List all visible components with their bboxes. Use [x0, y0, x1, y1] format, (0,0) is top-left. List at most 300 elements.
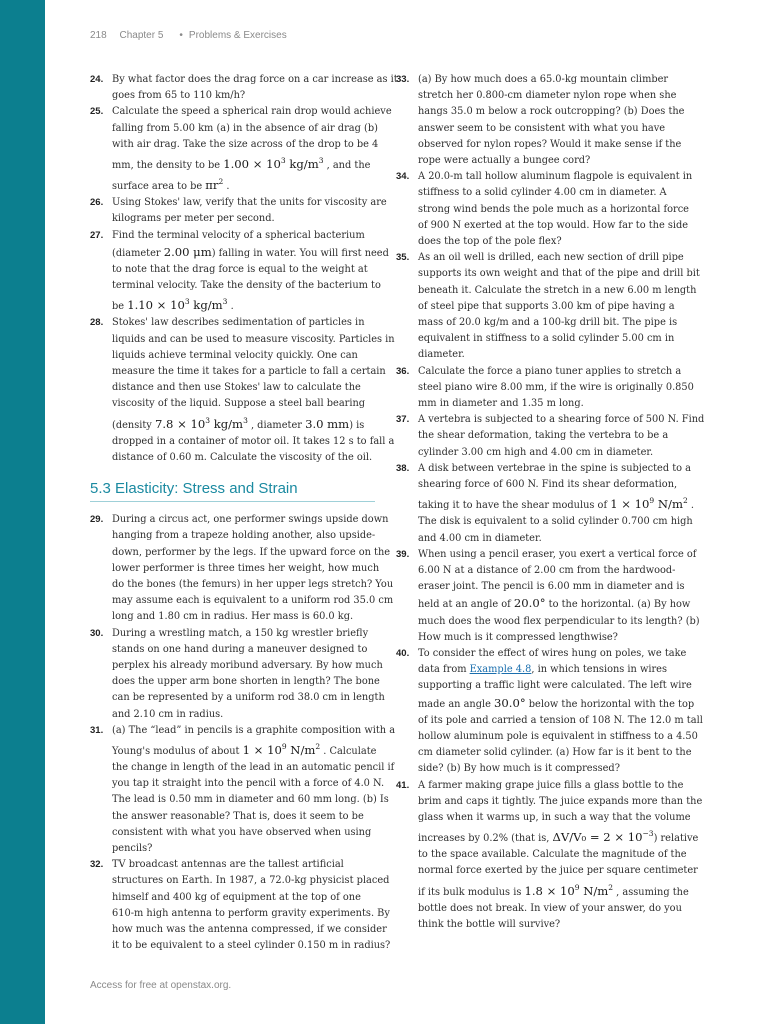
text-run: does the top of the pole flex?: [418, 236, 562, 248]
text-line: [418, 863, 698, 879]
chapter-label: Chapter 5: [119, 30, 164, 41]
math-expression: [243, 743, 287, 757]
text-run: shearing force of 600 N. Find its shear deformation,: [418, 479, 678, 491]
text-line: [112, 380, 375, 396]
exercise-item: [396, 778, 703, 934]
text-line: [112, 332, 395, 348]
text-line: [418, 72, 686, 88]
exercise-number: 40.: [396, 647, 410, 659]
math-superscript: 9: [574, 882, 580, 892]
text-line: [418, 678, 692, 694]
text-line: [418, 477, 686, 493]
text-run: As an oil well is drilled, each new section of drill pipe: [418, 252, 684, 264]
math-base: kg/m: [210, 416, 244, 431]
exercise-text: [112, 512, 394, 625]
math-superscript: 9: [281, 741, 287, 751]
text-run: stiffness to a solid cylinder 4.00 cm in diameter. A: [418, 187, 667, 199]
text-line: [418, 662, 686, 678]
text-run: kilograms per meter per second.: [112, 213, 275, 225]
text-line: [418, 121, 686, 137]
text-run: answer seem to be consistent with what you have: [418, 122, 666, 134]
text-line: [112, 642, 375, 658]
text-run: hangs 35.0 m below a rock outcropping? (b) Does the: [418, 106, 685, 118]
text-run: To consider the effect of wires hung on poles, we take: [418, 647, 687, 659]
text-line: [112, 228, 375, 244]
math-base: ΔV/V: [552, 830, 582, 845]
math-base: 1.10 × 10: [127, 298, 185, 313]
text-run: During a wrestling match, a 150 kg wrestler briefly: [112, 627, 369, 639]
text-run: distance and then use Stokes' law to calculate the: [112, 382, 361, 394]
math-base: N/m: [579, 883, 609, 898]
text-run: bottle does not break. In view of your answer, do you: [418, 902, 682, 914]
text-line: [112, 262, 375, 278]
math-superscript: 3: [243, 415, 248, 425]
exercise-item: [90, 195, 387, 227]
text-line: [418, 794, 703, 810]
text-line: [112, 658, 383, 674]
text-line: [112, 760, 395, 776]
text-run: 6.00 N at a distance of 2.00 cm from the hardwood-: [418, 564, 676, 576]
text-run: you tap it straight into the pencil with a force of 4.0 N.: [112, 778, 385, 790]
exercise-number: 28.: [90, 317, 104, 329]
text-line: [112, 906, 390, 922]
exercise-text: [418, 461, 694, 547]
text-line: [418, 579, 686, 595]
text-line: [112, 707, 375, 723]
text-run: viscosity of the liquid. Suppose a steel ball bearing: [112, 398, 366, 410]
text-run: to the space available. Calculate the magnitude of the: [418, 849, 687, 861]
text-line: [112, 88, 375, 104]
exercise-item: [90, 104, 392, 195]
text-run: , and the: [323, 159, 371, 171]
text-line: [418, 514, 693, 530]
text-run: stands on one hand during a maneuver designed to: [112, 643, 368, 655]
text-run: observed for nylon ropes? Would it make sense if the: [418, 138, 682, 150]
text-line: [418, 646, 686, 662]
exercise-text: [112, 104, 392, 195]
exercise-text: [418, 364, 694, 413]
exercise-item: [90, 512, 394, 625]
exercise-number: 30.: [90, 627, 104, 639]
math-base: = 2 × 10: [586, 830, 643, 845]
text-line: [418, 428, 686, 444]
text-run: Using Stokes' law, verify that the units for viscosity are: [112, 197, 387, 209]
text-run: with air drag. Take the size across of the drop to be 4: [112, 138, 379, 150]
text-run: side? (b) By how much is it compressed?: [418, 763, 620, 775]
text-run: normal force exerted by the juice per square centimeter: [418, 865, 698, 877]
text-run: increases by 0.2% (that is,: [418, 833, 553, 845]
math-base: kg/m: [189, 298, 223, 313]
text-line: [418, 153, 686, 169]
text-run: (density: [112, 419, 155, 431]
text-run: When using a pencil eraser, you exert a vertical force of: [418, 548, 697, 560]
text-run: Young's modulus of about: [112, 745, 243, 757]
text-line: [112, 174, 375, 195]
text-run: ) relative: [653, 833, 699, 845]
text-line: [112, 609, 375, 625]
text-run: data from: [418, 664, 470, 676]
text-run: the answer reasonable? That is, does it seem to be: [112, 810, 364, 822]
exercise-number: 38.: [396, 462, 410, 474]
text-line: [418, 493, 694, 514]
exercise-text: [112, 857, 391, 954]
text-line: [418, 185, 686, 201]
text-run: steel piano wire 8.00 mm, if the wire is originally 0.850: [418, 381, 694, 393]
text-run: if its bulk modulus is: [418, 886, 525, 898]
text-line: [112, 72, 398, 88]
text-run: cm diameter solid cylinder. (a) How far is it bent to the: [418, 747, 692, 759]
text-run: A disk between vertebrae in the spine is subjected to a: [418, 462, 692, 474]
text-line: [112, 857, 375, 873]
text-run: be: [112, 301, 128, 313]
text-run: the shear deformation, taking the vertebra to be a: [418, 430, 669, 442]
text-run: equivalent in stiffness to a solid cylinder 5.00 cm in: [418, 333, 675, 345]
text-line: [112, 153, 375, 174]
text-line: [418, 595, 691, 613]
math-expression: [155, 417, 210, 431]
math-expression: [580, 884, 614, 898]
text-run: A 20.0-m tall hollow aluminum flagpole is equivalent in: [418, 171, 693, 183]
text-run: 610-m high antenna to perform gravity experiments. By: [112, 907, 390, 919]
text-run: A vertebra is subjected to a shearing force of 500 N. Find: [418, 414, 705, 426]
text-run: dropped in a container of motor oil. It takes 12 s to fall a: [112, 435, 395, 447]
text-line: [418, 778, 686, 794]
math-expression: [494, 696, 526, 710]
text-run: distance of 0.60 m. Calculate the viscosity of the oil.: [112, 451, 373, 463]
exercise-number: 32.: [90, 859, 104, 871]
right-column: [396, 72, 705, 933]
math-expression: [305, 417, 349, 431]
text-line: [418, 315, 686, 331]
text-run: , in which tensions in wires: [531, 664, 668, 676]
text-line: [418, 250, 686, 266]
text-run: .: [687, 500, 694, 512]
math-expression: [553, 830, 582, 844]
text-run: (a) By how much does a 65.0-kg mountain climber: [418, 74, 669, 85]
math-expression: [127, 298, 189, 312]
exercise-item: [90, 315, 395, 466]
text-run: long and 1.80 cm in radius. Her mass is 60.0 kg.: [112, 611, 354, 623]
text-run: .: [227, 301, 234, 313]
text-line: [418, 380, 694, 396]
text-line: [112, 315, 375, 331]
text-line: [112, 348, 375, 364]
text-line: [418, 826, 699, 847]
text-run: ) is: [349, 419, 365, 431]
text-run: By what factor does the drag force on a car increase as it: [112, 74, 398, 85]
exercise-text: [418, 72, 686, 169]
math-superscript: 3: [222, 297, 228, 307]
text-run: and 4.00 cm in diameter.: [418, 532, 542, 544]
header-separator: •: [179, 30, 183, 41]
text-run: brim and caps it tightly. The juice expands more than the: [418, 795, 703, 807]
text-line: [418, 847, 686, 863]
exercise-number: 33.: [396, 74, 410, 85]
text-line: [418, 202, 689, 218]
math-base: πr: [205, 177, 219, 192]
text-run: (a) The “lead” in pencils is a graphite composition with a: [112, 724, 396, 736]
exercise-item: [396, 250, 700, 363]
text-line: [112, 674, 380, 690]
exercise-item: [396, 72, 686, 169]
math-base: 2.00 μm: [163, 244, 212, 259]
text-run: lower performer is three times her weight, how much: [112, 562, 380, 574]
exercise-number: 29.: [90, 514, 104, 526]
exercise-text: [418, 250, 700, 363]
math-expression: [223, 157, 285, 171]
text-run: mm, the density to be: [112, 159, 224, 171]
text-line: [418, 364, 686, 380]
text-line: [112, 244, 389, 262]
text-line: [418, 745, 692, 761]
math-superscript: 3: [184, 297, 190, 307]
math-superscript: 2: [682, 496, 688, 506]
math-expression: [164, 245, 212, 259]
text-line: [418, 630, 686, 646]
text-run: A farmer making grape juice fills a glass bottle to the: [418, 779, 684, 791]
exercise-text: [112, 228, 389, 316]
exercise-number: 35.: [396, 252, 410, 264]
math-superscript: 3: [280, 156, 286, 166]
text-line: [418, 137, 686, 153]
math-expression: [524, 884, 579, 898]
math-base: N/m: [286, 742, 316, 757]
math-expression: [610, 497, 654, 511]
text-run: and 2.10 cm in radius.: [112, 708, 224, 720]
text-run: hollow aluminum pole is equivalent in stiffness to a 4.50: [418, 730, 698, 742]
text-run: ) falling in water. You will first need: [211, 247, 389, 259]
text-run: may assume each is equivalent to a uniform rod 35.0 cm: [112, 595, 394, 607]
exercise-item: [396, 364, 694, 413]
text-run: liquids achieve terminal velocity quickly. One can: [112, 349, 358, 361]
text-line: [418, 88, 686, 104]
text-line: [418, 396, 686, 412]
text-line: [418, 547, 697, 563]
text-line: [112, 396, 375, 412]
text-run: TV broadcast antennas are the tallest artificial: [112, 859, 344, 871]
math-base: 20.0°: [513, 596, 546, 611]
text-run: beneath it. Calculate the stretch in a new 6.00 m length: [418, 284, 697, 296]
exercise-text: [112, 315, 395, 466]
page-number: 218: [90, 30, 107, 41]
exercise-number: 27.: [90, 229, 104, 241]
text-run: During a circus act, one performer swings upside down: [112, 514, 389, 526]
text-run: does the upper arm bone shorten in length? The bone: [112, 676, 380, 688]
text-run: (diameter: [112, 247, 164, 259]
text-line: [418, 218, 689, 234]
text-line: [112, 938, 391, 954]
text-run: supporting a traffic light were calculated. The left wire: [418, 680, 692, 692]
exercise-item: [396, 412, 705, 461]
math-superscript: 3: [205, 415, 211, 425]
text-run: .: [223, 180, 230, 192]
math-expression: [210, 417, 248, 431]
text-run: think the bottle will survive?: [418, 918, 561, 930]
text-line: [112, 545, 391, 561]
text-run: made an angle: [418, 698, 495, 710]
exercise-number: 34.: [396, 171, 410, 183]
text-run: glass when it warms up, in such a way that the volume: [418, 812, 691, 823]
exercise-item: [396, 646, 703, 778]
math-base: 7.8 × 10: [154, 416, 206, 431]
text-run: of its pole and carried a tension of 108 N. The 12.0 m tall: [418, 714, 703, 726]
text-run: to the horizontal. (a) By how: [545, 599, 691, 611]
exercise-item: [396, 547, 700, 646]
text-line: [112, 413, 375, 434]
text-run: below the horizontal with the top: [525, 698, 695, 710]
text-line: [418, 299, 686, 315]
text-run: much does the wood flex perpendicular to its length? (b): [418, 615, 700, 627]
text-run: structures on Earth. In 1987, a 72.0-kg physicist placed: [112, 875, 390, 887]
text-run: hanging from a trapeze holding another, also upside-: [112, 530, 376, 542]
text-line: [112, 211, 375, 227]
text-line: [112, 294, 375, 315]
text-run: , diameter: [247, 419, 306, 431]
math-base: 1.8 × 10: [524, 883, 575, 898]
left-column: [90, 72, 398, 954]
problem-list-elasticity-continued: [396, 72, 705, 933]
text-run: surface area to be: [112, 180, 206, 192]
exercise-text: [418, 169, 693, 250]
exercise-item: [90, 723, 396, 857]
text-line: [112, 577, 394, 593]
text-line: [418, 461, 692, 477]
text-line: [418, 713, 703, 729]
exercise-text: [112, 626, 385, 723]
text-line: [418, 169, 693, 185]
text-run: do the bones (the femurs) in her upper legs stretch? You: [112, 578, 394, 590]
text-run: . Calculate: [320, 745, 377, 757]
text-line: [418, 347, 686, 363]
text-run: , assuming the: [613, 886, 689, 898]
text-run: supports its own weight and that of the pipe and drill bit: [418, 268, 700, 280]
text-run: taking it to have the shear modulus of: [418, 500, 611, 512]
exercise-item: [90, 228, 389, 316]
running-head: [90, 30, 287, 41]
text-run: Find the terminal velocity of a spherical bacterium: [112, 229, 365, 241]
text-run: The disk is equivalent to a solid cylinder 0.700 cm high: [418, 516, 693, 528]
text-run: it to be equivalent to a steel cylinder 0.150 m in radius?: [112, 940, 391, 952]
text-run: rope were actually a bungee cord?: [418, 155, 591, 167]
text-line: [112, 195, 387, 211]
text-run: of 900 N exerted at the top would. How far to the side: [418, 219, 689, 231]
exercise-number: 41.: [396, 779, 410, 791]
text-run: consistent with what you have observed when using: [112, 826, 372, 838]
text-run: Stokes' law describes sedimentation of particles in: [112, 317, 365, 329]
text-line: [112, 434, 395, 450]
math-expression: [586, 830, 653, 844]
text-line: [112, 739, 375, 760]
exercise-number: 37.: [396, 414, 410, 426]
chapter-color-band: [0, 0, 45, 1024]
math-superscript: −3: [642, 829, 654, 839]
text-line: [112, 278, 381, 294]
text-line: [418, 331, 686, 347]
exercise-text: [418, 778, 703, 934]
text-line: [418, 104, 686, 120]
text-line: [112, 512, 389, 528]
text-line: [112, 450, 375, 466]
text-line: [112, 792, 389, 808]
math-expression: [514, 596, 546, 610]
text-line: [112, 890, 375, 906]
problem-list-elasticity: [90, 512, 396, 954]
text-line: [418, 412, 705, 428]
math-expression: [286, 157, 324, 171]
exercise-text: [418, 547, 700, 646]
text-line: [418, 880, 689, 901]
text-line: [112, 104, 392, 120]
text-run: the change in length of the lead in an automatic pencil if: [112, 762, 395, 774]
text-run: strong wind bends the pole much as a horizontal force: [418, 203, 689, 215]
example-link[interactable]: Example 4.8: [469, 664, 532, 676]
exercise-item: [90, 626, 385, 723]
text-line: [112, 723, 396, 739]
math-base: 1 × 10: [610, 497, 650, 512]
exercise-text: [418, 412, 705, 461]
text-run: Calculate the speed a spherical rain drop would achieve: [112, 106, 392, 118]
text-run: eraser joint. The pencil is 6.00 mm in diameter and is: [418, 581, 685, 593]
text-line: [112, 776, 385, 792]
exercise-item: [396, 461, 694, 547]
exercise-number: 39.: [396, 548, 410, 560]
exercise-item: [90, 72, 398, 104]
math-superscript: 3: [318, 156, 324, 166]
math-base: 1 × 10: [242, 742, 282, 757]
text-run: goes from 65 to 110 km/h?: [112, 90, 246, 102]
exercise-text: [112, 72, 398, 104]
text-line: [418, 761, 686, 777]
exercise-number: 31.: [90, 724, 104, 736]
math-superscript: 2: [608, 882, 614, 892]
text-run: cylinder 3.00 cm high and 4.00 cm in diameter.: [418, 446, 654, 458]
math-expression: [654, 497, 688, 511]
text-line: [112, 528, 375, 544]
math-expression: [287, 743, 321, 757]
text-run: How much is it compressed lengthwise?: [418, 631, 618, 643]
exercise-item: [396, 169, 693, 250]
text-run: falling from 5.00 km (a) in the absence of air drag (b): [112, 122, 378, 134]
text-line: [418, 729, 698, 745]
text-run: measure the time it takes for a particle to fall a certain: [112, 366, 386, 378]
text-line: [112, 825, 375, 841]
text-run: liquids and can be used to measure viscosity. Particles in: [112, 333, 395, 345]
text-run: how much was the antenna compressed, if we consider: [112, 924, 387, 936]
text-run: held at an angle of: [418, 599, 514, 611]
text-run: mass of 20.0 kg/m and a 100-kg drill bit. The pipe is: [418, 317, 678, 329]
exercise-text: [112, 723, 396, 857]
text-run: of steel pipe that supports 3.00 km of pipe having a: [418, 300, 675, 312]
text-run: down, performer by the legs. If the upward force on the: [112, 546, 391, 558]
math-base: 3.0 mm: [305, 416, 350, 431]
exercise-number: 25.: [90, 106, 104, 118]
exercise-item: [90, 857, 391, 954]
text-line: [112, 561, 380, 577]
text-run: perplex his already moribund adversary. By how much: [112, 659, 383, 671]
math-superscript: 2: [315, 741, 321, 751]
text-run: himself and 400 kg of equipment at the top of one: [112, 891, 361, 903]
text-run: pencils?: [112, 843, 153, 855]
text-line: [112, 137, 379, 153]
math-expression: [190, 298, 228, 312]
section-label: Problems & Exercises: [188, 30, 287, 41]
problem-list-drag: [90, 72, 398, 466]
text-line: [112, 593, 394, 609]
math-base: ₀: [581, 830, 587, 845]
exercise-text: [112, 195, 387, 227]
text-run: terminal velocity. Take the density of the bacterium to: [112, 280, 381, 292]
text-line: [112, 809, 375, 825]
